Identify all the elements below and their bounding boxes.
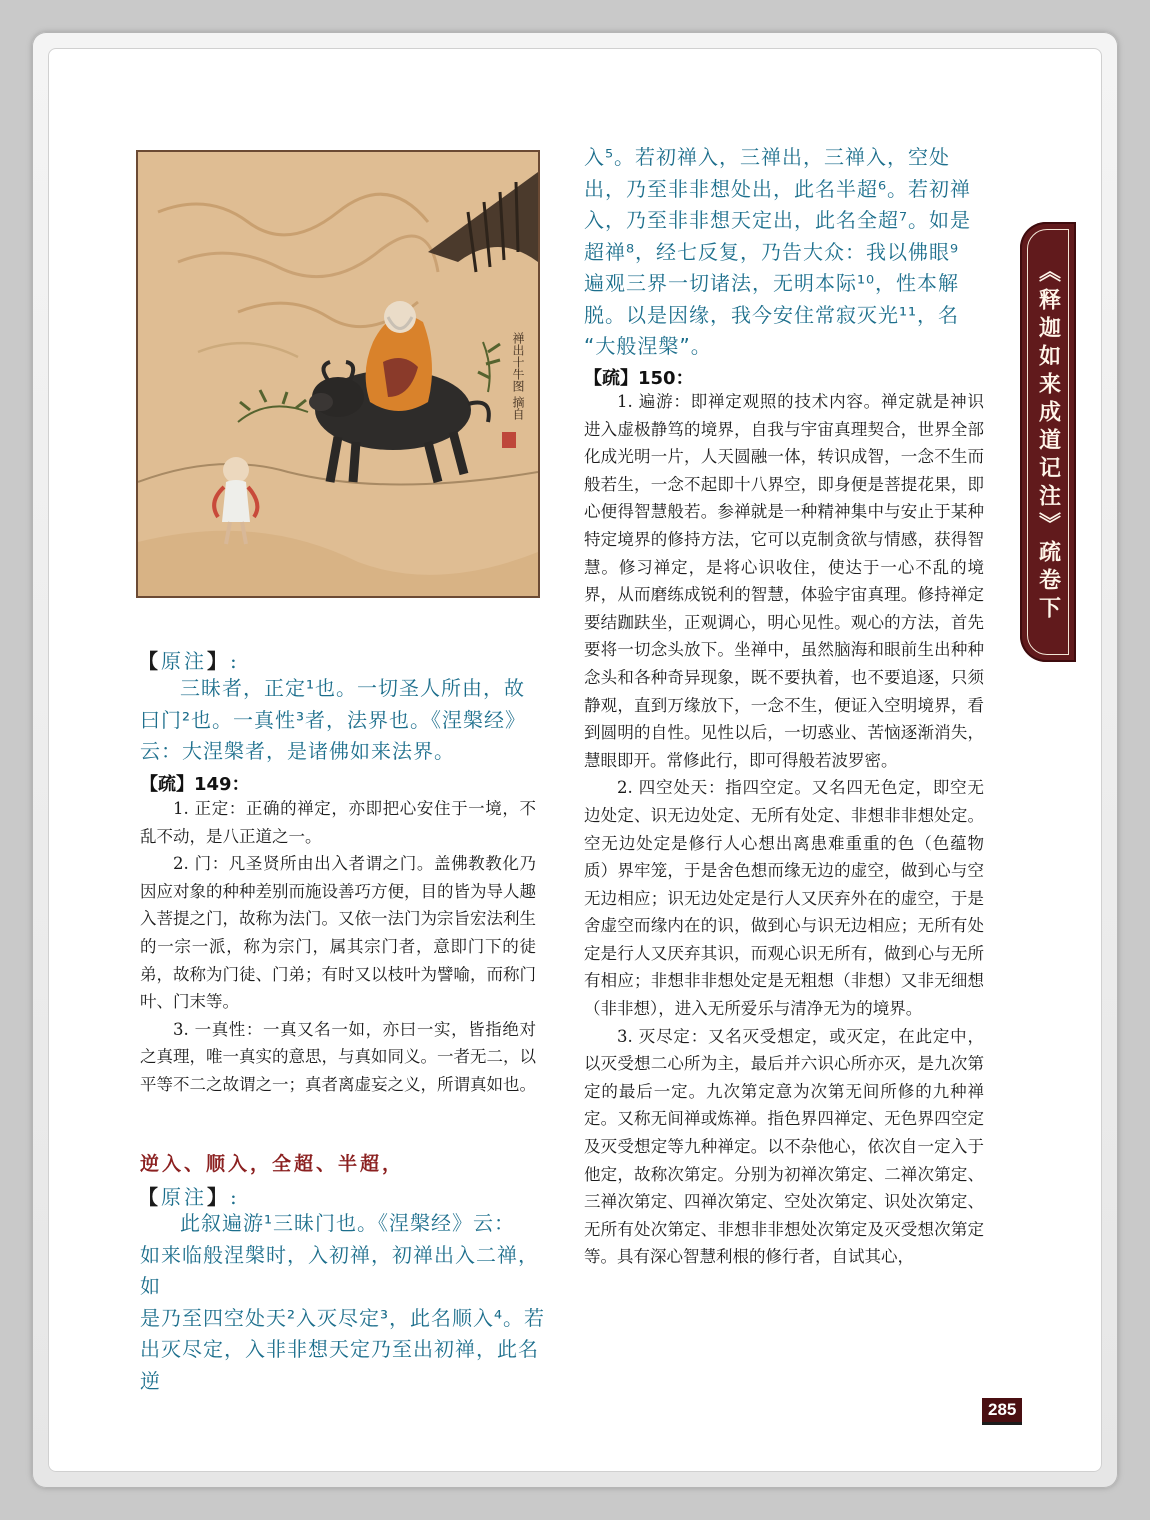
verse-line: 是乃至四空处天²入灭尽定³，此名顺入⁴。若 bbox=[140, 1305, 546, 1330]
note1-text bbox=[140, 673, 550, 768]
note-label: 原注 bbox=[161, 649, 207, 673]
comment-paragraph: 2. 门：凡圣贤所由出入者谓之门。盖佛教教化乃因应对象的种种差别而施设善巧方便，目的皆为导人趣入菩提之门，故称为法门。又依一法门为宗旨宏法利生的一宗一派，称为宗门，属其宗门者，意即门下的徒弟，故称为门徒、门弟；有时又以枝叶为譬喻，而称门叶、门末等。 bbox=[140, 854, 536, 1012]
comment-paragraph: 1. 遍游：即禅定观照的技术内容。禅定就是神识进入虚极静笃的境界，自我与宇宙真理契合，世界全部化成光明一片，人天圆融一体，转识成智，一念不生而般若生，一念不起即十八界空，即身便是菩提花果，即心便得智慧般若。参禅就是一种精神集中与安止于某种特定境界的修持方法，它可以克制贪欲与情感，获得智慧。修习禅定，是将心识收住，使达于一心不乱的境界，从而磨练成锐利的智慧，体验宇宙真理。修持禅定要结跏趺坐，正观调心，明心见性。观心的方法，首先要将一切念头放下。坐禅中，虽然脑海和眼前生出种种念头和各种奇异现象，既不要执着，也不要追逐，只须静观，直到万缘放下，一念不生，便证入空明境界，看到圆明的自性。见性以后，一切惑业、苦恼逐渐消失，慧眼即开。常修此行，即可得般若波罗密。 bbox=[584, 392, 984, 770]
side-tab-title: 《释迦如来成道记注》疏卷下 bbox=[1035, 260, 1061, 624]
verse-line: “大般涅槃”。 bbox=[584, 334, 712, 358]
verse-line: 出灭尽定，入非非想天定乃至出初禅，此名逆 bbox=[140, 1337, 539, 1393]
comment-paragraph: 1. 正定：正确的禅定，亦即把心安住于一境，不乱不动，是八正道之一。 bbox=[140, 799, 536, 846]
shu-number: 150： bbox=[638, 368, 694, 389]
shu-label: 疏 bbox=[602, 368, 620, 389]
note-label: 原注 bbox=[161, 1185, 207, 1209]
comment-paragraph: 3. 一真性：一真又名一如，亦曰一实，皆指绝对之真理，唯一真实的意思，与真如同义。一者无二，以平等不二之故谓之一；真者离虚妄之义，所谓真如也。 bbox=[140, 1019, 536, 1094]
chapter-side-tab bbox=[1020, 222, 1076, 662]
comment-paragraph: 3. 灭尽定：又名灭受想定，或灭定，在此定中，以灭受想二心所为主，最后并六识心所亦灭，是九次第定的最后一定。九次第定意为次第无间所修的九种禅定。又称无间禅或炼禅。指色界四禅定、无色界四空定及灭受想定等九种禅定。以不杂他心，依次自一定入于他定，故称次第定。分别为初禅次第定、二禅次第定、三禅次第定、四禅次第定、空处次第定、识处次第定、无所有处次第定、非想非非想处次第定及灭受想次第定等。具有深心智慧利根的修行者，自试其心， bbox=[584, 1026, 984, 1267]
page-number: 285 bbox=[982, 1398, 1022, 1425]
verse-continued bbox=[584, 142, 994, 363]
note2-text bbox=[140, 1208, 550, 1397]
note-header-2: 【原注】: bbox=[138, 1185, 240, 1209]
commentary-149 bbox=[140, 795, 536, 1099]
shu-label: 疏 bbox=[158, 774, 176, 795]
verse-line: 如来临般涅槃时，入初禅，初禅出入二禅，如 bbox=[140, 1242, 539, 1298]
verse-line: 出，乃至非非想处出，此名半超⁶。若初禅 bbox=[584, 176, 972, 201]
verse-line: 入⁵。若初禅入，三禅出，三禅入，空处 bbox=[584, 145, 951, 169]
verse-line: 超禅⁸，经七反复，乃告大众：我以佛眼⁹ bbox=[584, 239, 960, 264]
painting-inscription: 禅出十牛图 摘自 bbox=[511, 332, 525, 420]
verse-line: 曰门²也。一真性³者，法界也。《涅槃经》 bbox=[140, 707, 527, 732]
commentary-150 bbox=[584, 388, 984, 1271]
comment-paragraph: 2. 四空处天：指四空定。又名四无色定，即空无边处定、识无边处定、无所有处定、非想非非想处定。空无边处定是修行人心想出离患难重重的色（色蕴物质）界牢笼，于是舍色想而缘无边的虚空，做到心与空无边相应；识无边处定是行人又厌弃外在的虚空，于是舍虚空而缘内在的识，做到心与识无边相应；无所有处定是行人又厌弃其识，而观心识无所有，做到心与无所有相应；非想非非想处定是无粗想（非想）又非无细想（非非想），进入无所爱乐与清净无为的境界。 bbox=[584, 778, 984, 1019]
verse-line: 遍观三界一切诸法，无明本际¹⁰，性本解 bbox=[584, 271, 960, 295]
verse-line: 三昧者，正定¹也。一切圣人所由，故 bbox=[180, 676, 526, 700]
verse-line: 此叙遍游¹三昧门也。《涅槃经》云： bbox=[180, 1211, 516, 1235]
verse-line: 脱。以是因缘，我今安住常寂灭光¹¹，名 bbox=[584, 302, 960, 327]
painting-monk-on-ox bbox=[136, 150, 540, 598]
shu-header-149: 【疏】149： bbox=[140, 774, 250, 795]
section-phrase: 逆入、顺入，全超、半超， bbox=[140, 1153, 405, 1175]
shu-header-150: 【疏】150： bbox=[584, 368, 694, 389]
note-header-1: 【原注】: bbox=[138, 649, 240, 673]
verse-line: 入，乃至非非想天定出，此名全超⁷。如是 bbox=[584, 208, 972, 232]
verse-line: 云：大涅槃者，是诸佛如来法界。 bbox=[140, 739, 455, 763]
shu-number: 149： bbox=[194, 774, 250, 795]
